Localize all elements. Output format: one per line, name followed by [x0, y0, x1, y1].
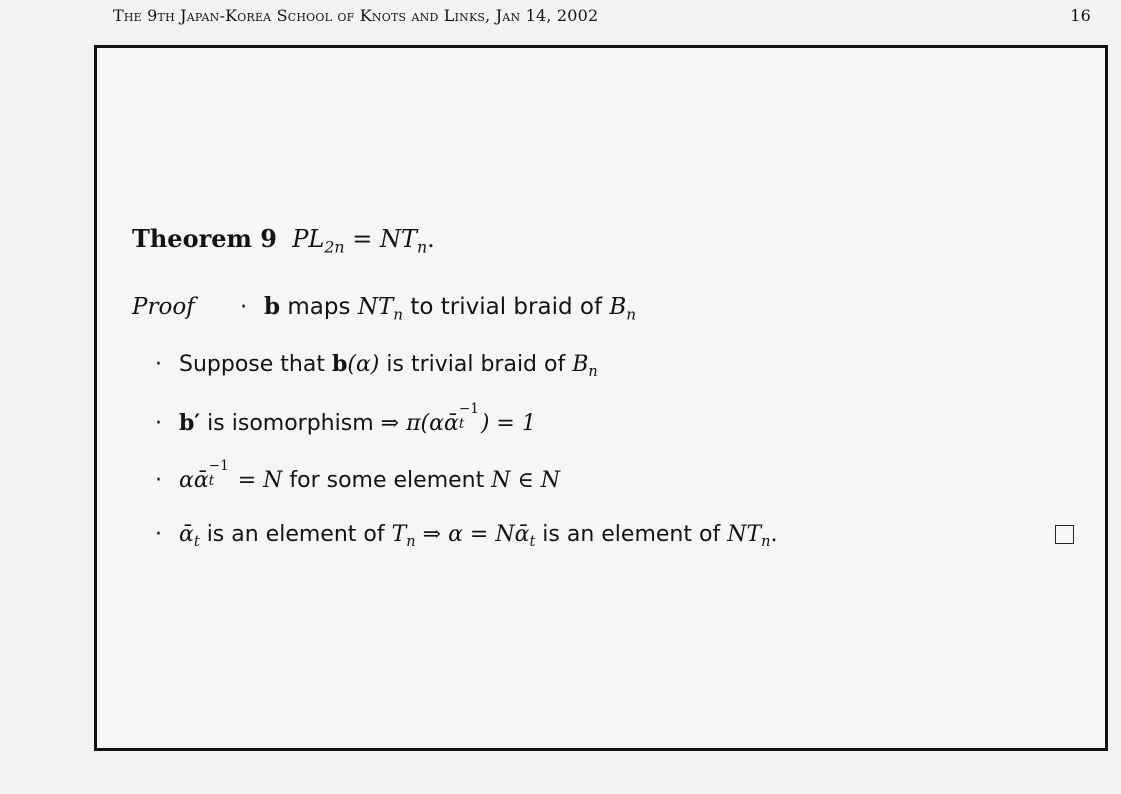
proof-text: is trivial braid of: [379, 352, 573, 377]
bullet: ·: [155, 468, 162, 493]
braid-map-symbol: b: [331, 351, 348, 377]
header-title: The 9th Japan-Korea School of Knots and Links, Jan 14, 2002: [113, 6, 599, 25]
qed-box-icon: [1055, 525, 1074, 544]
bullet: ·: [155, 522, 162, 547]
math-nt: NT: [357, 294, 394, 320]
proof-text: is isomorphism: [200, 411, 381, 436]
math-pi-expression: π(αᾱ: [406, 411, 459, 436]
bullet: ·: [240, 294, 248, 320]
math-subsup: [458, 400, 481, 432]
math-subscript: t: [458, 415, 465, 432]
proof-text: to trivial braid of: [403, 294, 610, 320]
proof-text: maps: [280, 294, 358, 320]
bullet: ·: [155, 411, 162, 436]
theorem-symbol-p: P: [292, 225, 309, 253]
math-alpha: (α): [347, 352, 380, 377]
math-alpha-bar: ᾱ: [179, 522, 194, 547]
proof-line-5: [155, 522, 777, 550]
math-alpha-bar: αᾱ: [179, 468, 209, 493]
math-subscript: t: [208, 472, 215, 489]
proof-text: is an element of: [199, 522, 392, 547]
proof-line-2: [155, 351, 598, 380]
math-n-in-n: N ∈ N: [491, 468, 560, 493]
theorem-subscript-n: n: [416, 237, 428, 257]
math-equals-n: = N: [230, 468, 283, 493]
math-subscript: n: [406, 534, 416, 551]
implies-arrow: ⇒: [415, 522, 449, 547]
math-superscript: −1: [208, 457, 229, 474]
proof-text: for some element: [282, 468, 492, 493]
math-t: T: [391, 522, 407, 547]
period: .: [770, 522, 778, 547]
math-subsup: [208, 457, 231, 489]
theorem-label: Theorem 9: [132, 224, 277, 253]
math-b: B: [609, 294, 627, 320]
proof-line-1: [132, 293, 636, 323]
math-subscript: n: [761, 534, 771, 551]
theorem-symbol-n: N: [379, 225, 401, 253]
math-nt: NT: [727, 522, 762, 547]
braid-map-prime-symbol: b′: [179, 410, 201, 436]
math-superscript: −1: [458, 400, 479, 417]
proof-label: Proof: [132, 294, 195, 320]
math-subscript: n: [626, 305, 637, 324]
math-subscript: t: [193, 534, 200, 551]
proof-text: Suppose that: [179, 352, 332, 377]
bullet: ·: [155, 352, 162, 377]
theorem-subscript-2n: 2n: [324, 237, 345, 257]
braid-map-symbol: b: [264, 293, 281, 320]
slide-frame: [94, 45, 1108, 751]
theorem-equals: =: [344, 225, 380, 253]
math-b: B: [572, 352, 589, 377]
math-alpha-equals: α = Nᾱ: [448, 522, 530, 547]
math-subscript: n: [588, 364, 598, 381]
theorem-symbol-l: L: [308, 225, 325, 253]
proof-line-4: [155, 457, 560, 493]
proof-line-3: [155, 400, 536, 436]
running-header: [113, 6, 1091, 28]
theorem-symbol-t: T: [400, 225, 417, 253]
math-subscript: n: [393, 305, 404, 324]
theorem-statement: [132, 224, 435, 257]
math-subscript: t: [529, 534, 536, 551]
theorem-period: .: [427, 225, 435, 253]
math-equals-one: ) = 1: [480, 411, 536, 436]
page-number: 16: [1070, 6, 1091, 25]
implies-arrow: ⇒: [380, 411, 400, 436]
proof-text: is an element of: [535, 522, 728, 547]
